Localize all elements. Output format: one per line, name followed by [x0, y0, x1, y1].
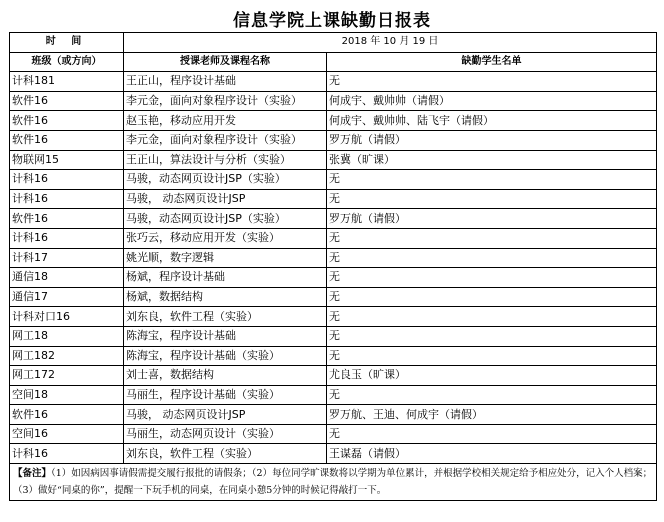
- class-cell: 物联网15: [10, 150, 124, 170]
- table-row: [10, 385, 657, 405]
- absent-cell: 何成宇、戴帅帅（请假）: [327, 91, 657, 111]
- teacher-course-cell: 赵玉艳，移动应用开发: [124, 111, 327, 131]
- note-label: 【备注】: [13, 468, 52, 480]
- class-cell: 计科对口16: [10, 307, 124, 327]
- table-row: [10, 405, 657, 425]
- absent-cell: 罗万航（请假）: [327, 130, 657, 150]
- table-row: [10, 72, 657, 92]
- teacher-course-cell: 马丽生，动态网页设计（实验）: [124, 424, 327, 444]
- report-body: [10, 33, 657, 464]
- teacher-course-cell: 马骏，动态网页设计JSP（实验）: [124, 170, 327, 190]
- page-title: 信息学院上课缺勤日报表: [233, 11, 431, 31]
- class-cell: 计科181: [10, 72, 124, 92]
- absent-cell: 无: [327, 424, 657, 444]
- teacher-course-cell: 陈海宝，程序设计基础（实验）: [124, 346, 327, 366]
- table-row: [10, 307, 657, 327]
- table-row: [10, 209, 657, 229]
- class-cell: 网工18: [10, 326, 124, 346]
- absent-cell: 王谋磊（请假）: [327, 444, 657, 464]
- class-cell: 计科16: [10, 444, 124, 464]
- note-text: （1）如因病因事请假需提交履行报批的请假条；（2）每位同学旷课数将以学期为单位累计，并根据学校相关规定给予相应处分，记入个人档案；（3）做好“同桌的你”，提醒一下玩手机的同桌，在同桌小憩5分钟的时候记得敲打一下。: [13, 468, 653, 497]
- teacher-course-cell: 刘东良，软件工程（实验）: [124, 444, 327, 464]
- teacher-course-cell: 张巧云，移动应用开发（实验）: [124, 228, 327, 248]
- absent-cell: 无: [327, 170, 657, 190]
- teacher-course-cell: 姚光顺，数字逻辑: [124, 248, 327, 268]
- teacher-course-cell: 马骏， 动态网页设计JSP: [124, 405, 327, 425]
- teacher-course-cell: 王正山，程序设计基础: [124, 72, 327, 92]
- table-row: [10, 130, 657, 150]
- absent-cell: 无: [327, 307, 657, 327]
- absent-cell: 无: [327, 346, 657, 366]
- teacher-course-cell: 杨斌，数据结构: [124, 287, 327, 307]
- class-cell: 计科17: [10, 248, 124, 268]
- absent-cell: 无: [327, 248, 657, 268]
- table-row: [10, 111, 657, 131]
- absent-cell: 何成宇、戴帅帅、陆飞宇（请假）: [327, 111, 657, 131]
- class-cell: 计科16: [10, 170, 124, 190]
- teacher-course-cell: 杨斌，程序设计基础: [124, 268, 327, 288]
- table-row: [10, 366, 657, 386]
- header-absent: 缺勤学生名单: [327, 52, 657, 72]
- report-date: 2018 年 10 月 19 日: [124, 33, 657, 53]
- absent-cell: 罗万航、王迪、何成宇（请假）: [327, 405, 657, 425]
- header-class: 班级（或方向）: [10, 52, 124, 72]
- absence-report-table: [9, 32, 657, 501]
- table-row: [10, 287, 657, 307]
- table-row: [10, 248, 657, 268]
- absent-cell: 无: [327, 287, 657, 307]
- class-cell: 网工182: [10, 346, 124, 366]
- teacher-course-cell: 马丽生，程序设计基础（实验）: [124, 385, 327, 405]
- teacher-course-cell: 陈海宝，程序设计基础: [124, 326, 327, 346]
- table-row: [10, 346, 657, 366]
- class-cell: 软件16: [10, 91, 124, 111]
- teacher-course-cell: 李元金，面向对象程序设计（实验）: [124, 130, 327, 150]
- absent-cell: 尤良玉（旷课）: [327, 366, 657, 386]
- absent-cell: 罗万航（请假）: [327, 209, 657, 229]
- date-row: [10, 33, 657, 53]
- class-cell: 网工172: [10, 366, 124, 386]
- absent-cell: 无: [327, 385, 657, 405]
- absent-cell: 无: [327, 326, 657, 346]
- note-row: [10, 464, 657, 501]
- teacher-course-cell: 王正山，算法设计与分析（实验）: [124, 150, 327, 170]
- class-cell: 软件16: [10, 209, 124, 229]
- teacher-course-cell: 马骏， 动态网页设计JSP: [124, 189, 327, 209]
- table-row: [10, 326, 657, 346]
- note-cell: [10, 464, 657, 501]
- class-cell: 空间16: [10, 424, 124, 444]
- class-cell: 软件16: [10, 111, 124, 131]
- date-label: 时 间: [10, 33, 124, 53]
- teacher-course-cell: 刘东良，软件工程（实验）: [124, 307, 327, 327]
- table-row: [10, 91, 657, 111]
- class-cell: 计科16: [10, 228, 124, 248]
- table-row: [10, 444, 657, 464]
- absent-cell: 张冀（旷课）: [327, 150, 657, 170]
- class-cell: 软件16: [10, 405, 124, 425]
- teacher-course-cell: 刘士喜，数据结构: [124, 366, 327, 386]
- table-row: [10, 189, 657, 209]
- class-cell: 通信17: [10, 287, 124, 307]
- header-row: [10, 52, 657, 72]
- absent-cell: 无: [327, 268, 657, 288]
- table-row: [10, 150, 657, 170]
- header-teacher-course: 授课老师及课程名称: [124, 52, 327, 72]
- absent-cell: 无: [327, 189, 657, 209]
- table-row: [10, 424, 657, 444]
- absent-cell: 无: [327, 228, 657, 248]
- table-row: [10, 228, 657, 248]
- absent-cell: 无: [327, 72, 657, 92]
- class-cell: 通信18: [10, 268, 124, 288]
- table-row: [10, 170, 657, 190]
- class-cell: 计科16: [10, 189, 124, 209]
- teacher-course-cell: 马骏，动态网页设计JSP（实验）: [124, 209, 327, 229]
- table-row: [10, 268, 657, 288]
- class-cell: 软件16: [10, 130, 124, 150]
- class-cell: 空间18: [10, 385, 124, 405]
- teacher-course-cell: 李元金，面向对象程序设计（实验）: [124, 91, 327, 111]
